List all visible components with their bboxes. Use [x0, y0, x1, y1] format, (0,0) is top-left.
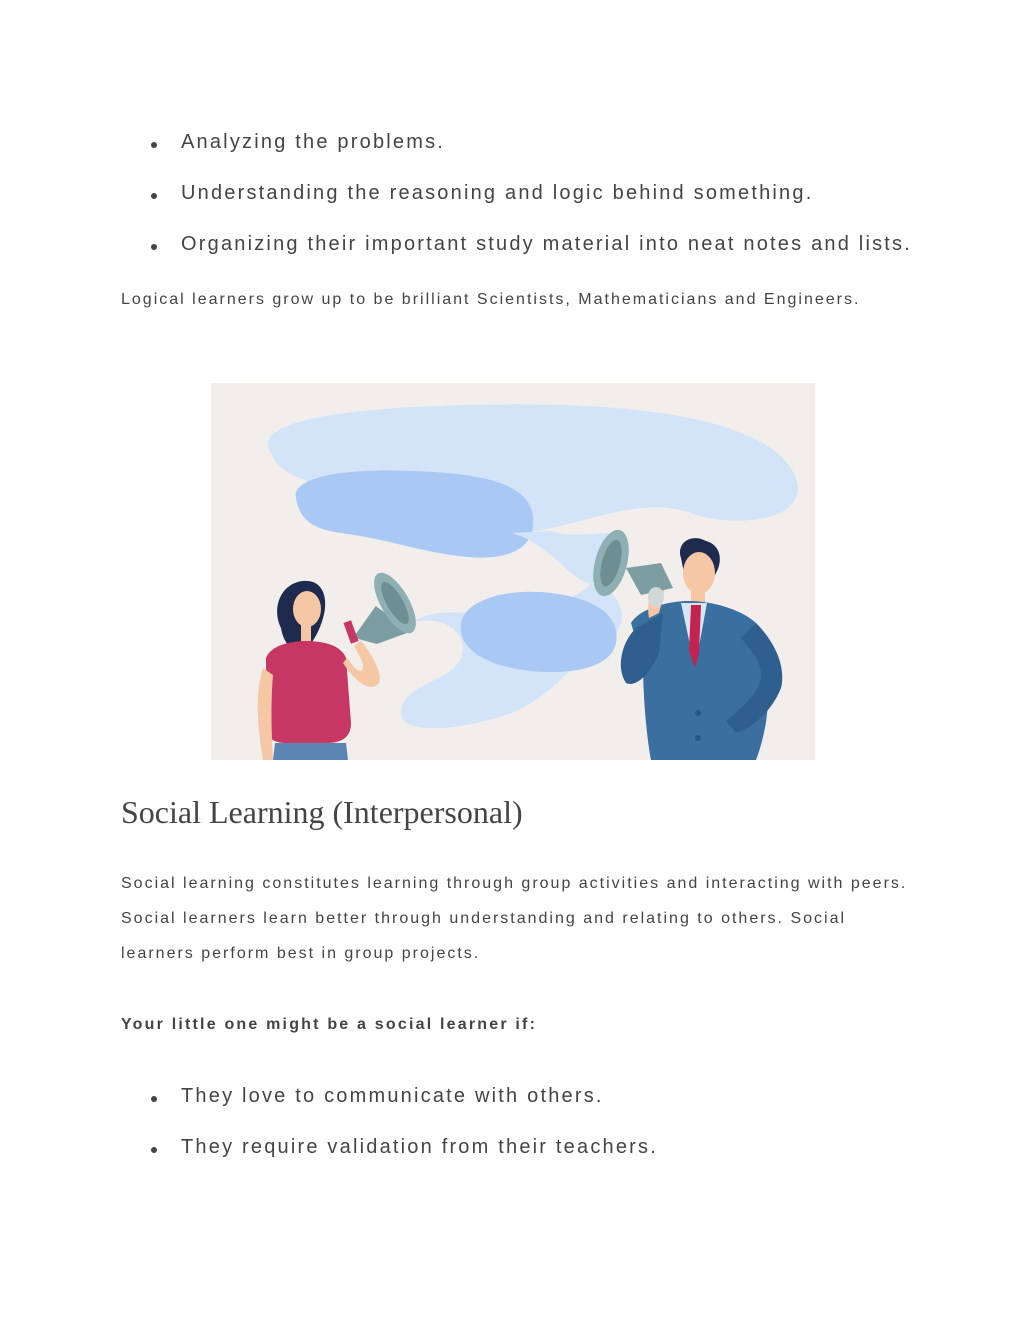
- list-item: They require validation from their teachers.: [0, 1136, 658, 1164]
- list-item: Analyzing the problems.: [0, 131, 912, 159]
- social-learner-lead: Your little one might be a social learner if:: [121, 1016, 538, 1033]
- logical-learners-paragraph: Logical learners grow up to be brilliant Scientists, Mathematicians and Engineers.: [121, 291, 861, 308]
- list-item: They love to communicate with others.: [0, 1085, 658, 1113]
- bullet-icon: [151, 1096, 157, 1102]
- bullet-icon: [151, 193, 157, 199]
- bullet-icon: [151, 1147, 157, 1153]
- megaphone-illustration: [211, 383, 815, 760]
- bullet-icon: [151, 244, 157, 250]
- bullet-list-social: [0, 1085, 658, 1187]
- bullet-list-reasoning: [0, 131, 912, 284]
- list-item: Organizing their important study material into neat notes and lists.: [0, 233, 912, 261]
- list-item: Understanding the reasoning and logic behind something.: [0, 182, 912, 210]
- bullet-icon: [151, 142, 157, 148]
- section-heading: Social Learning (Interpersonal): [121, 794, 523, 830]
- social-learning-paragraph: Social learning constitutes learning through group activities and interacting with peers. Social learners learn better through understanding and relating to others. Social learners perform best in group projects.: [121, 875, 908, 962]
